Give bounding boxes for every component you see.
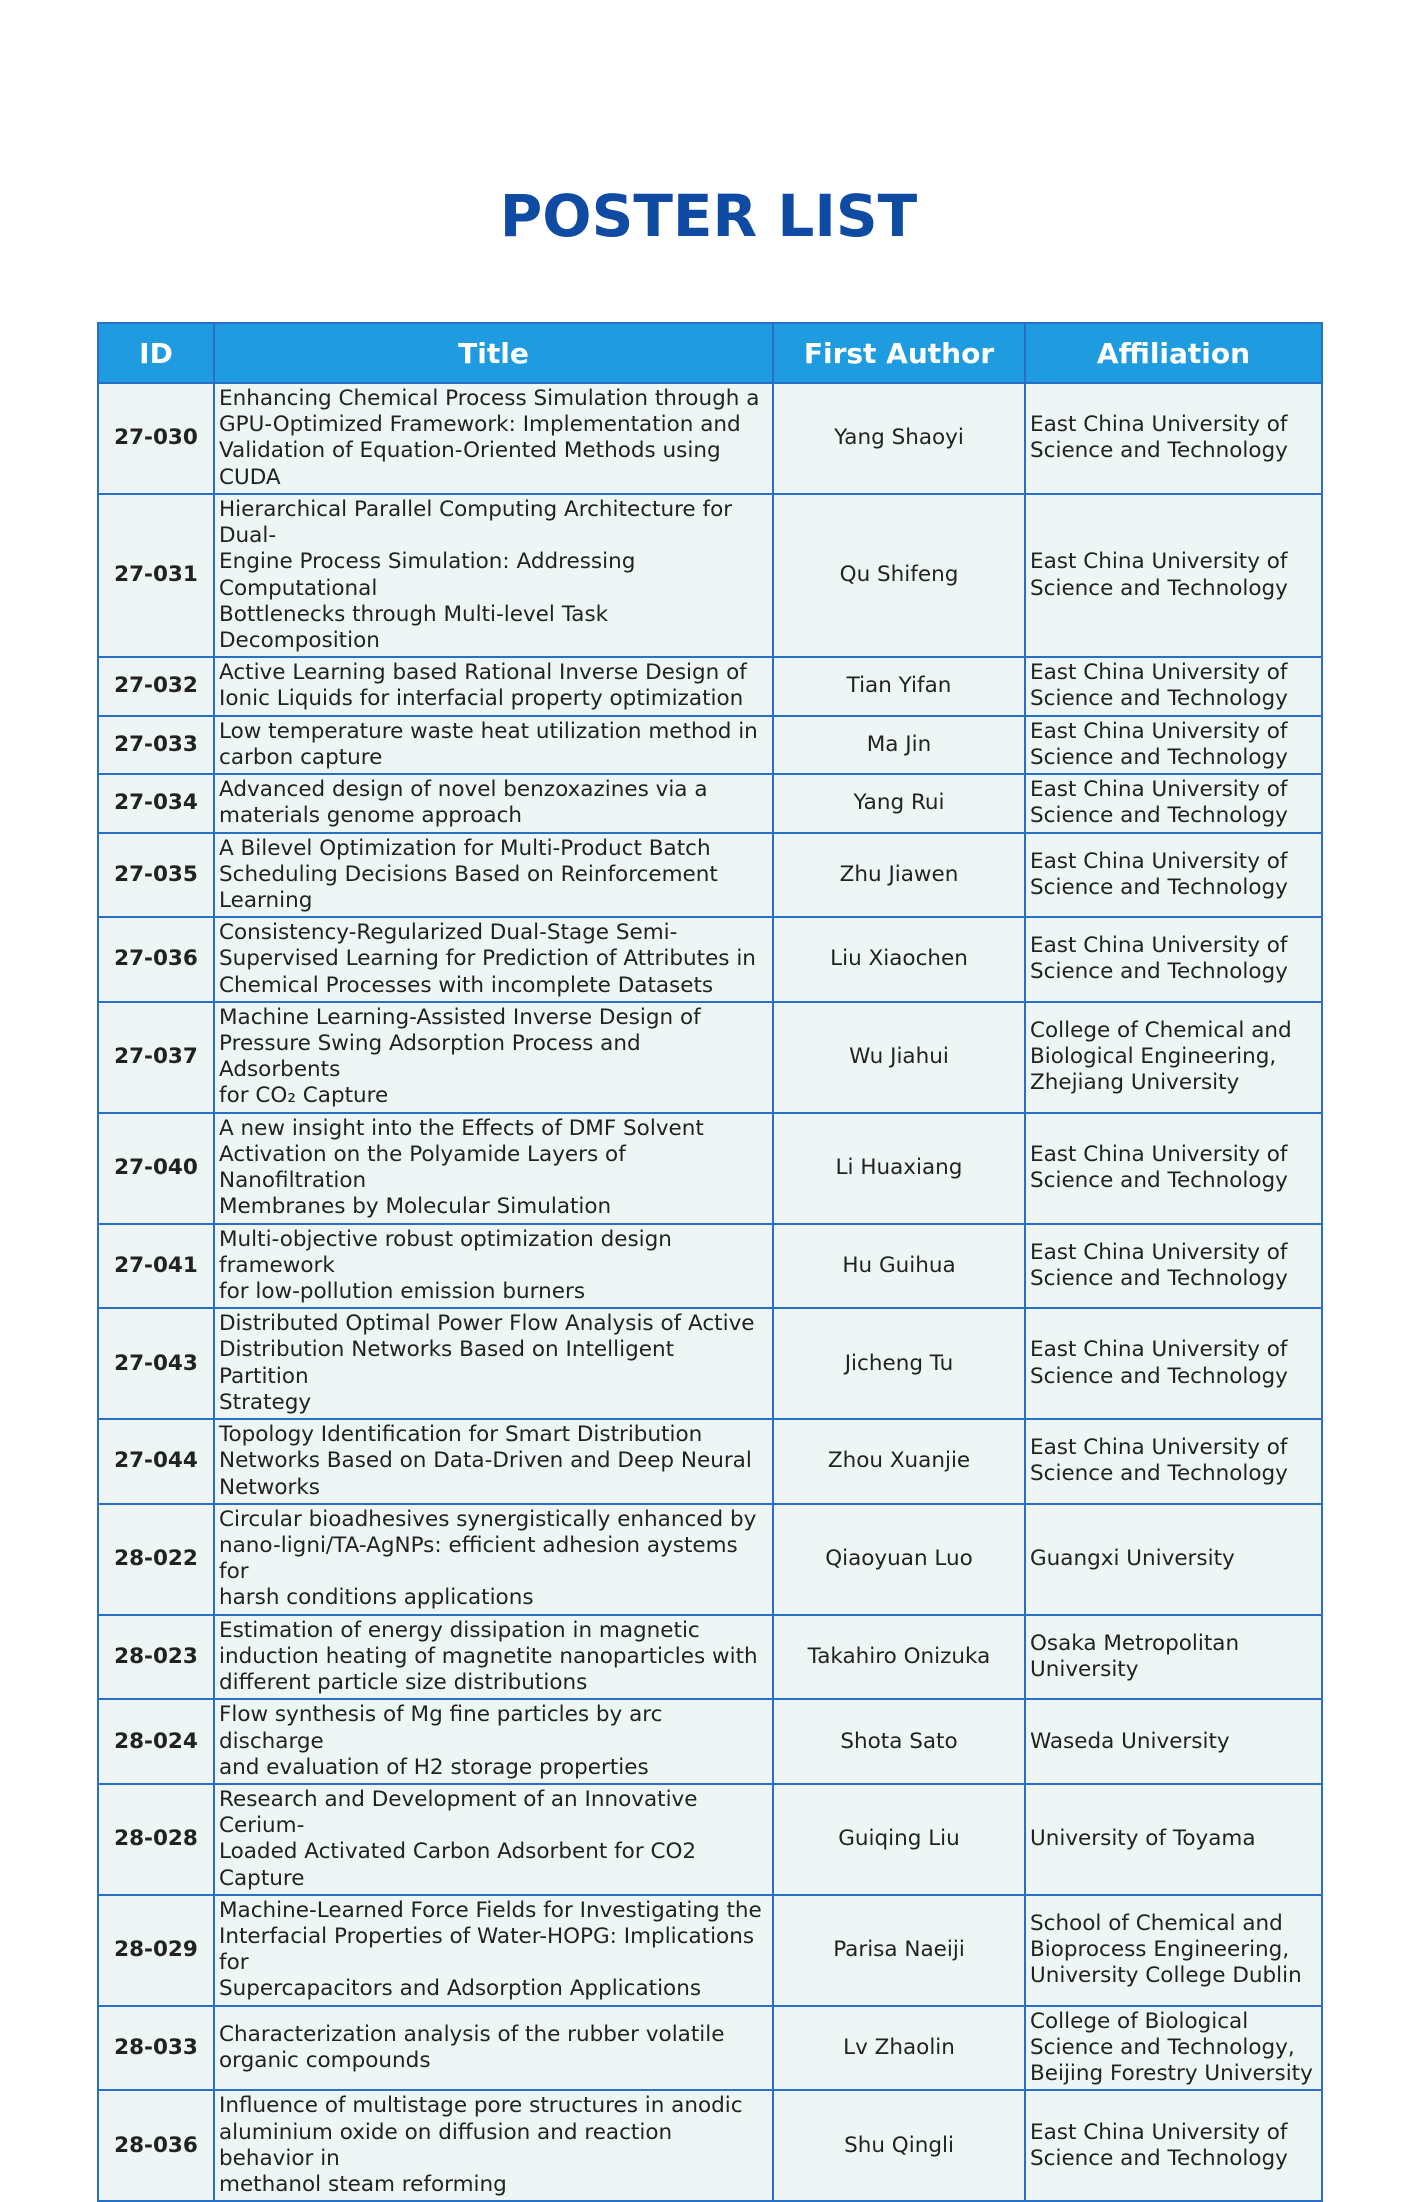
poster-affiliation: East China University of Science and Technology xyxy=(1025,494,1322,657)
poster-first-author: Lv Zhaolin xyxy=(773,2006,1025,2091)
poster-affiliation: Guangxi University xyxy=(1025,1504,1322,1615)
poster-id: 27-043 xyxy=(98,1308,214,1419)
header-row xyxy=(98,323,1322,383)
poster-id: 28-029 xyxy=(98,1895,214,2006)
table-row xyxy=(98,833,1322,918)
poster-id: 28-022 xyxy=(98,1504,214,1615)
poster-first-author: Ma Jin xyxy=(773,716,1025,774)
poster-affiliation: East China University of Science and Technology xyxy=(1025,1308,1322,1419)
poster-title: Flow synthesis of Mg fine particles by arc discharge and evaluation of H2 storage properties xyxy=(214,1699,773,1784)
table-row xyxy=(98,1504,1322,1615)
poster-title: Low temperature waste heat utilization method in carbon capture xyxy=(214,716,773,774)
poster-affiliation: Waseda University xyxy=(1025,1699,1322,1784)
poster-title: Circular bioadhesives synergistically enhanced by nano-ligni/TA-AgNPs: efficient adhesion aystems for harsh conditions applications xyxy=(214,1504,773,1615)
poster-affiliation: East China University of Science and Technology xyxy=(1025,774,1322,832)
poster-first-author: Shota Sato xyxy=(773,1699,1025,1784)
poster-title: A Bilevel Optimization for Multi-Product Batch Scheduling Decisions Based on Reinforcement Learning xyxy=(214,833,773,918)
poster-first-author: Zhu Jiawen xyxy=(773,833,1025,918)
poster-affiliation: East China University of Science and Technology xyxy=(1025,917,1322,1002)
poster-affiliation: College of Chemical and Biological Engineering, Zhejiang University xyxy=(1025,1002,1322,1113)
poster-title: Topology Identification for Smart Distribution Networks Based on Data-Driven and Deep Neural Networks xyxy=(214,1419,773,1504)
poster-id: 27-031 xyxy=(98,494,214,657)
poster-affiliation: East China University of Science and Technology xyxy=(1025,716,1322,774)
poster-table xyxy=(97,322,1323,2202)
table-row xyxy=(98,383,1322,494)
poster-first-author: Tian Yifan xyxy=(773,657,1025,715)
poster-title: Consistency-Regularized Dual-Stage Semi- Supervised Learning for Prediction of Attributes in Chemical Processes with incomplete Datasets xyxy=(214,917,773,1002)
poster-affiliation: College of Biological Science and Technology, Beijing Forestry University xyxy=(1025,2006,1322,2091)
table-row xyxy=(98,1002,1322,1113)
poster-first-author: Takahiro Onizuka xyxy=(773,1615,1025,1700)
poster-title: Characterization analysis of the rubber volatile organic compounds xyxy=(214,2006,773,2091)
poster-title: Distributed Optimal Power Flow Analysis of Active Distribution Networks Based on Intelligent Partition Strategy xyxy=(214,1308,773,1419)
poster-first-author: Qu Shifeng xyxy=(773,494,1025,657)
table-row xyxy=(98,1699,1322,1784)
poster-title: Machine-Learned Force Fields for Investigating the Interfacial Properties of Water-HOPG: Implications for Supercapacitors and Adsorption Applications xyxy=(214,1895,773,2006)
poster-id: 27-036 xyxy=(98,917,214,1002)
poster-id: 28-024 xyxy=(98,1699,214,1784)
poster-id: 27-030 xyxy=(98,383,214,494)
header-affiliation: Affiliation xyxy=(1025,323,1322,383)
table-row xyxy=(98,1224,1322,1309)
poster-first-author: Shu Qingli xyxy=(773,2090,1025,2201)
poster-title: Machine Learning-Assisted Inverse Design of Pressure Swing Adsorption Process and Adsorbents for CO₂ Capture xyxy=(214,1002,773,1113)
poster-id: 27-035 xyxy=(98,833,214,918)
table-row xyxy=(98,1113,1322,1224)
poster-first-author: Yang Rui xyxy=(773,774,1025,832)
header-first-author: First Author xyxy=(773,323,1025,383)
table-body xyxy=(98,383,1322,2201)
poster-first-author: Li Huaxiang xyxy=(773,1113,1025,1224)
poster-affiliation: East China University of Science and Technology xyxy=(1025,657,1322,715)
poster-affiliation: East China University of Science and Technology xyxy=(1025,1113,1322,1224)
poster-id: 27-041 xyxy=(98,1224,214,1309)
poster-first-author: Liu Xiaochen xyxy=(773,917,1025,1002)
table-row xyxy=(98,716,1322,774)
table-row xyxy=(98,1615,1322,1700)
poster-id: 27-034 xyxy=(98,774,214,832)
poster-id: 28-023 xyxy=(98,1615,214,1700)
poster-affiliation: East China University of Science and Technology xyxy=(1025,1419,1322,1504)
poster-title: Enhancing Chemical Process Simulation through a GPU-Optimized Framework: Implementation and Validation of Equation-Oriented Methods using CUDA xyxy=(214,383,773,494)
poster-id: 27-044 xyxy=(98,1419,214,1504)
poster-title: Influence of multistage pore structures in anodic aluminium oxide on diffusion and reaction behavior in methanol steam reforming xyxy=(214,2090,773,2201)
poster-affiliation: University of Toyama xyxy=(1025,1784,1322,1895)
poster-affiliation: School of Chemical and Bioprocess Engineering, University College Dublin xyxy=(1025,1895,1322,2006)
table-row xyxy=(98,2006,1322,2091)
poster-title: A new insight into the Effects of DMF Solvent Activation on the Polyamide Layers of Nanofiltration Membranes by Molecular Simulation xyxy=(214,1113,773,1224)
poster-first-author: Guiqing Liu xyxy=(773,1784,1025,1895)
poster-title: Estimation of energy dissipation in magnetic induction heating of magnetite nanoparticles with different particle size distributions xyxy=(214,1615,773,1700)
page-title: POSTER LIST xyxy=(499,182,918,250)
table-row xyxy=(98,1895,1322,2006)
poster-id: 27-032 xyxy=(98,657,214,715)
table-row xyxy=(98,657,1322,715)
poster-id: 28-036 xyxy=(98,2090,214,2201)
table-row xyxy=(98,774,1322,832)
poster-id: 28-033 xyxy=(98,2006,214,2091)
table-row xyxy=(98,917,1322,1002)
table-row xyxy=(98,2090,1322,2201)
poster-id: 28-028 xyxy=(98,1784,214,1895)
poster-id: 27-033 xyxy=(98,716,214,774)
table-row xyxy=(98,1308,1322,1419)
poster-first-author: Wu Jiahui xyxy=(773,1002,1025,1113)
poster-affiliation: East China University of Science and Technology xyxy=(1025,1224,1322,1309)
poster-first-author: Zhou Xuanjie xyxy=(773,1419,1025,1504)
header-id: ID xyxy=(98,323,214,383)
poster-title: Hierarchical Parallel Computing Architecture for Dual- Engine Process Simulation: Addressing Computational Bottlenecks through Multi-level Task Decomposition xyxy=(214,494,773,657)
poster-id: 27-037 xyxy=(98,1002,214,1113)
poster-first-author: Jicheng Tu xyxy=(773,1308,1025,1419)
poster-title: Research and Development of an Innovative Cerium- Loaded Activated Carbon Adsorbent for CO2 Capture xyxy=(214,1784,773,1895)
poster-affiliation: Osaka Metropolitan University xyxy=(1025,1615,1322,1700)
poster-title: Advanced design of novel benzoxazines via a materials genome approach xyxy=(214,774,773,832)
table-row xyxy=(98,1784,1322,1895)
poster-id: 27-040 xyxy=(98,1113,214,1224)
header-title: Title xyxy=(214,323,773,383)
poster-affiliation: East China University of Science and Technology xyxy=(1025,383,1322,494)
poster-first-author: Qiaoyuan Luo xyxy=(773,1504,1025,1615)
poster-first-author: Parisa Naeiji xyxy=(773,1895,1025,2006)
poster-title: Multi-objective robust optimization design framework for low-pollution emission burners xyxy=(214,1224,773,1309)
poster-affiliation: East China University of Science and Technology xyxy=(1025,833,1322,918)
poster-first-author: Hu Guihua xyxy=(773,1224,1025,1309)
poster-title: Active Learning based Rational Inverse Design of Ionic Liquids for interfacial property optimization xyxy=(214,657,773,715)
poster-first-author: Yang Shaoyi xyxy=(773,383,1025,494)
table-row xyxy=(98,1419,1322,1504)
table-row xyxy=(98,494,1322,657)
poster-affiliation: East China University of Science and Technology xyxy=(1025,2090,1322,2201)
